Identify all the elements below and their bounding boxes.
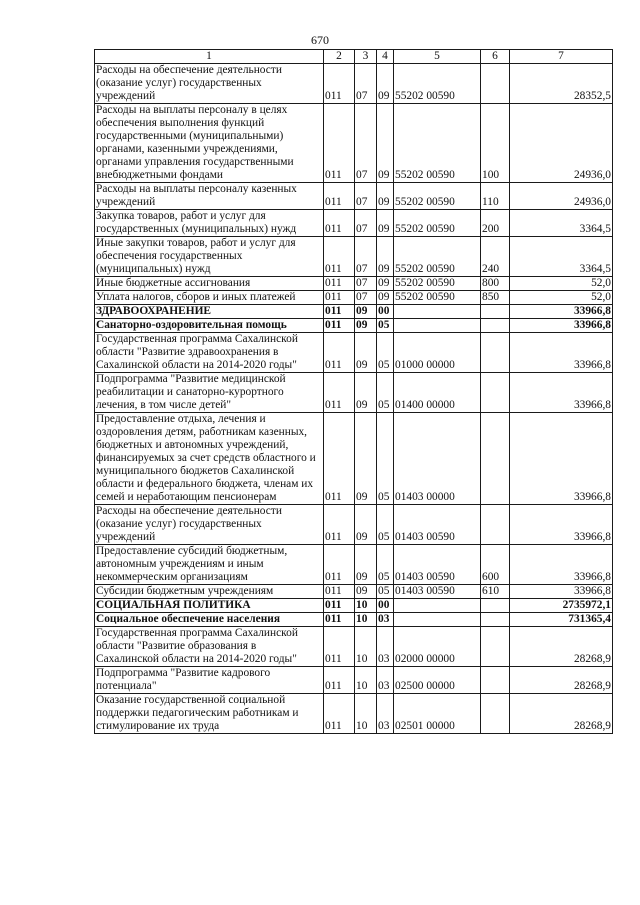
row-amount: 3364,5 bbox=[510, 237, 613, 277]
row-expense-type bbox=[481, 505, 510, 545]
table-row bbox=[95, 694, 613, 734]
table-row bbox=[95, 413, 613, 505]
table-row bbox=[95, 585, 613, 599]
row-target-article bbox=[394, 599, 481, 613]
row-expense-type: 200 bbox=[481, 210, 510, 237]
row-amount: 3364,5 bbox=[510, 210, 613, 237]
row-section: 10 bbox=[355, 627, 377, 667]
header-cell: 4 bbox=[377, 50, 394, 64]
row-subsection: 03 bbox=[377, 667, 394, 694]
row-amount: 24936,0 bbox=[510, 183, 613, 210]
row-name: Субсидии бюджетным учреждениям bbox=[95, 585, 324, 599]
row-section: 07 bbox=[355, 291, 377, 305]
table-row bbox=[95, 667, 613, 694]
row-target-article: 55202 00590 bbox=[394, 210, 481, 237]
table-row bbox=[95, 64, 613, 104]
row-expense-type bbox=[481, 613, 510, 627]
row-admin-code: 011 bbox=[324, 413, 355, 505]
row-section: 09 bbox=[355, 505, 377, 545]
row-section: 09 bbox=[355, 585, 377, 599]
row-section: 09 bbox=[355, 413, 377, 505]
row-amount: 33966,8 bbox=[510, 333, 613, 373]
row-admin-code: 011 bbox=[324, 505, 355, 545]
row-target-article: 01403 00590 bbox=[394, 585, 481, 599]
row-expense-type: 610 bbox=[481, 585, 510, 599]
row-expense-type bbox=[481, 373, 510, 413]
row-expense-type: 100 bbox=[481, 104, 510, 183]
table-row bbox=[95, 319, 613, 333]
row-expense-type: 240 bbox=[481, 237, 510, 277]
row-amount: 24936,0 bbox=[510, 104, 613, 183]
row-amount: 33966,8 bbox=[510, 413, 613, 505]
row-section: 09 bbox=[355, 373, 377, 413]
row-subsection: 05 bbox=[377, 585, 394, 599]
row-section: 07 bbox=[355, 64, 377, 104]
row-name: Государственная программа Сахалинской области "Развитие здравоохранения в Сахалинской области на 2014-2020 годы" bbox=[95, 333, 324, 373]
row-admin-code: 011 bbox=[324, 64, 355, 104]
row-subsection: 05 bbox=[377, 545, 394, 585]
row-admin-code: 011 bbox=[324, 183, 355, 210]
row-subsection: 09 bbox=[377, 64, 394, 104]
row-amount: 28268,9 bbox=[510, 694, 613, 734]
row-admin-code: 011 bbox=[324, 599, 355, 613]
row-expense-type bbox=[481, 627, 510, 667]
row-subsection: 05 bbox=[377, 413, 394, 505]
row-amount: 28352,5 bbox=[510, 64, 613, 104]
row-section: 07 bbox=[355, 210, 377, 237]
row-target-article: 55202 00590 bbox=[394, 183, 481, 210]
row-subsection: 09 bbox=[377, 277, 394, 291]
row-section: 09 bbox=[355, 319, 377, 333]
row-expense-type: 850 bbox=[481, 291, 510, 305]
row-section: 07 bbox=[355, 277, 377, 291]
row-subsection: 09 bbox=[377, 237, 394, 277]
table-row bbox=[95, 237, 613, 277]
row-target-article: 02000 00000 bbox=[394, 627, 481, 667]
row-amount: 28268,9 bbox=[510, 627, 613, 667]
row-expense-type bbox=[481, 305, 510, 319]
row-amount: 2735972,1 bbox=[510, 599, 613, 613]
row-subsection: 05 bbox=[377, 333, 394, 373]
row-target-article: 01000 00000 bbox=[394, 333, 481, 373]
row-amount: 33966,8 bbox=[510, 545, 613, 585]
page-number: 670 bbox=[311, 33, 329, 47]
row-admin-code: 011 bbox=[324, 667, 355, 694]
row-subsection: 09 bbox=[377, 104, 394, 183]
row-admin-code: 011 bbox=[324, 627, 355, 667]
row-name: Уплата налогов, сборов и иных платежей bbox=[95, 291, 324, 305]
row-section: 10 bbox=[355, 599, 377, 613]
budget-table bbox=[94, 49, 613, 734]
table-row bbox=[95, 305, 613, 319]
table-row bbox=[95, 210, 613, 237]
row-expense-type: 800 bbox=[481, 277, 510, 291]
header-cell: 1 bbox=[95, 50, 324, 64]
row-section: 09 bbox=[355, 305, 377, 319]
row-section: 09 bbox=[355, 545, 377, 585]
row-name: ЗДРАВООХРАНЕНИЕ bbox=[95, 305, 324, 319]
row-section: 07 bbox=[355, 104, 377, 183]
row-target-article bbox=[394, 319, 481, 333]
row-expense-type bbox=[481, 599, 510, 613]
row-section: 10 bbox=[355, 613, 377, 627]
row-subsection: 09 bbox=[377, 210, 394, 237]
table-row bbox=[95, 599, 613, 613]
header-cell: 5 bbox=[394, 50, 481, 64]
table-row bbox=[95, 545, 613, 585]
row-amount: 33966,8 bbox=[510, 585, 613, 599]
row-name: Социальное обеспечение населения bbox=[95, 613, 324, 627]
row-amount: 52,0 bbox=[510, 277, 613, 291]
row-expense-type bbox=[481, 319, 510, 333]
row-name: Расходы на обеспечение деятельности (оказание услуг) государственных учреждений bbox=[95, 64, 324, 104]
table-row bbox=[95, 627, 613, 667]
row-expense-type: 600 bbox=[481, 545, 510, 585]
row-subsection: 09 bbox=[377, 291, 394, 305]
row-name: Расходы на выплаты персоналу казенных учреждений bbox=[95, 183, 324, 210]
row-target-article: 01403 00590 bbox=[394, 545, 481, 585]
row-expense-type bbox=[481, 333, 510, 373]
row-target-article: 55202 00590 bbox=[394, 237, 481, 277]
header-cell: 3 bbox=[355, 50, 377, 64]
row-expense-type bbox=[481, 64, 510, 104]
row-admin-code: 011 bbox=[324, 305, 355, 319]
row-subsection: 00 bbox=[377, 599, 394, 613]
table-row bbox=[95, 613, 613, 627]
header-cell: 2 bbox=[324, 50, 355, 64]
row-section: 09 bbox=[355, 333, 377, 373]
row-subsection: 03 bbox=[377, 613, 394, 627]
row-target-article: 55202 00590 bbox=[394, 291, 481, 305]
row-subsection: 09 bbox=[377, 183, 394, 210]
row-name: Подпрограмма "Развитие кадрового потенциала" bbox=[95, 667, 324, 694]
row-name: Предоставление отдыха, лечения и оздоровления детям, работникам казенных, бюджетных и автономных учреждений, финансируемых за счет средств областного и муниципального бюджетов Сахалинской области и федерального бюджета, членам их семей и неработающим пенсионерам bbox=[95, 413, 324, 505]
table-row bbox=[95, 183, 613, 210]
row-target-article: 01403 00590 bbox=[394, 505, 481, 545]
row-amount: 33966,8 bbox=[510, 319, 613, 333]
row-name: Закупка товаров, работ и услуг для государственных (муниципальных) нужд bbox=[95, 210, 324, 237]
row-name: Подпрограмма "Развитие медицинской реабилитации и санаторно-курортного лечения, в том числе детей" bbox=[95, 373, 324, 413]
header-cell: 7 bbox=[510, 50, 613, 64]
row-target-article: 01403 00000 bbox=[394, 413, 481, 505]
row-amount: 28268,9 bbox=[510, 667, 613, 694]
row-admin-code: 011 bbox=[324, 319, 355, 333]
table-row bbox=[95, 291, 613, 305]
row-section: 10 bbox=[355, 667, 377, 694]
row-admin-code: 011 bbox=[324, 237, 355, 277]
row-target-article: 55202 00590 bbox=[394, 64, 481, 104]
row-expense-type bbox=[481, 413, 510, 505]
row-admin-code: 011 bbox=[324, 613, 355, 627]
row-name: Санаторно-оздоровительная помощь bbox=[95, 319, 324, 333]
row-target-article: 55202 00590 bbox=[394, 277, 481, 291]
row-name: Расходы на обеспечение деятельности (оказание услуг) государственных учреждений bbox=[95, 505, 324, 545]
row-subsection: 05 bbox=[377, 373, 394, 413]
row-amount: 33966,8 bbox=[510, 305, 613, 319]
row-admin-code: 011 bbox=[324, 210, 355, 237]
row-expense-type bbox=[481, 694, 510, 734]
row-subsection: 03 bbox=[377, 694, 394, 734]
row-section: 07 bbox=[355, 183, 377, 210]
table-row bbox=[95, 373, 613, 413]
table-row bbox=[95, 104, 613, 183]
row-admin-code: 011 bbox=[324, 291, 355, 305]
row-amount: 33966,8 bbox=[510, 505, 613, 545]
row-name: Расходы на выплаты персоналу в целях обеспечения выполнения функций государственными (муниципальными) органами, казенными учреждениями, органами управления государственными внебюджетными фондами bbox=[95, 104, 324, 183]
row-name: Иные закупки товаров, работ и услуг для обеспечения государственных (муниципальных) нужд bbox=[95, 237, 324, 277]
row-amount: 33966,8 bbox=[510, 373, 613, 413]
row-subsection: 00 bbox=[377, 305, 394, 319]
row-name: Государственная программа Сахалинской области "Развитие образования в Сахалинской области на 2014-2020 годы" bbox=[95, 627, 324, 667]
row-admin-code: 011 bbox=[324, 585, 355, 599]
row-section: 10 bbox=[355, 694, 377, 734]
table-row bbox=[95, 333, 613, 373]
row-target-article bbox=[394, 613, 481, 627]
table-header-row bbox=[95, 50, 613, 64]
row-target-article bbox=[394, 305, 481, 319]
row-expense-type bbox=[481, 667, 510, 694]
row-admin-code: 011 bbox=[324, 104, 355, 183]
table-row bbox=[95, 505, 613, 545]
row-subsection: 05 bbox=[377, 319, 394, 333]
row-amount: 52,0 bbox=[510, 291, 613, 305]
row-target-article: 02500 00000 bbox=[394, 667, 481, 694]
row-amount: 731365,4 bbox=[510, 613, 613, 627]
header-cell: 6 bbox=[481, 50, 510, 64]
row-admin-code: 011 bbox=[324, 545, 355, 585]
row-name: Иные бюджетные ассигнования bbox=[95, 277, 324, 291]
row-admin-code: 011 bbox=[324, 694, 355, 734]
row-target-article: 01400 00000 bbox=[394, 373, 481, 413]
row-subsection: 03 bbox=[377, 627, 394, 667]
row-name: СОЦИАЛЬНАЯ ПОЛИТИКА bbox=[95, 599, 324, 613]
row-admin-code: 011 bbox=[324, 277, 355, 291]
row-admin-code: 011 bbox=[324, 333, 355, 373]
row-target-article: 02501 00000 bbox=[394, 694, 481, 734]
row-target-article: 55202 00590 bbox=[394, 104, 481, 183]
row-section: 07 bbox=[355, 237, 377, 277]
row-name: Оказание государственной социальной поддержки педагогическим работникам и стимулирование их труда bbox=[95, 694, 324, 734]
row-expense-type: 110 bbox=[481, 183, 510, 210]
row-name: Предоставление субсидий бюджетным, автономным учреждениям и иным некоммерческим организациям bbox=[95, 545, 324, 585]
table-row bbox=[95, 277, 613, 291]
row-subsection: 05 bbox=[377, 505, 394, 545]
row-admin-code: 011 bbox=[324, 373, 355, 413]
